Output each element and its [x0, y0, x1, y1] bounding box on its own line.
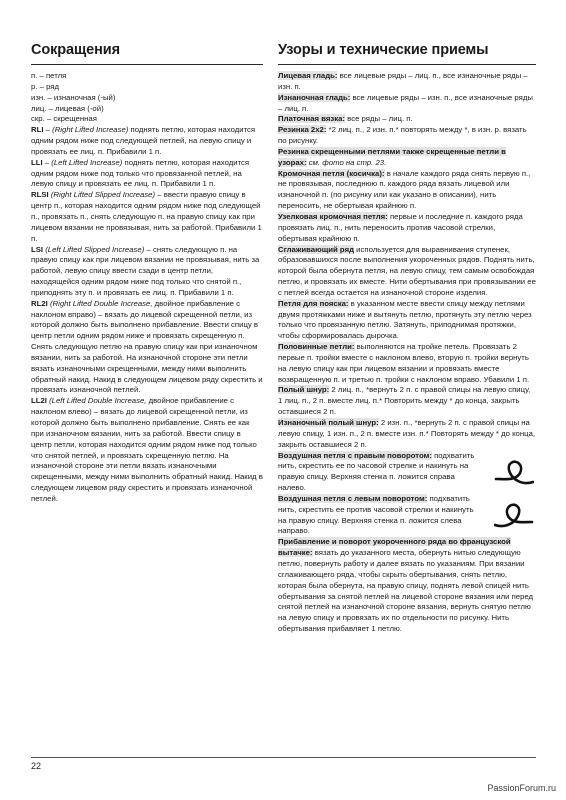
technique-term: Прибавление и поворот укороченного ряда во французской вытачке:: [278, 537, 511, 558]
techniques-heading: Узоры и технические приемы: [278, 42, 489, 58]
technique-item: [278, 494, 484, 537]
term-text: ввести правую спицу в центр п., которая находится одним рядом ниже под следующей п., провязать п., снять следующую п. на правую спицу как при лицевом вязании не провязывая, нить за работой. Прибавили 1 п.: [31, 190, 262, 243]
footer-divider: [31, 757, 536, 758]
technique-term: Половинные петли:: [278, 342, 355, 352]
technique-item-with-figure: [278, 494, 536, 537]
technique-term: Изнаночная гладь:: [278, 92, 351, 102]
technique-text: подхватить нить, скрестить ее против часовой стрелки и накинуть на правую спицу. Верхняя стенка п. ложится слева направо.: [278, 493, 474, 536]
technique-text: в указанном месте ввести спицу между петлями двумя протяжками ниже и вытянуть петлю, протянуть эту петлю через только что провязанную петлю. Затянуть, приподнимая протяжки, чтобы сформировалась дырочка.: [278, 298, 532, 341]
technique-item-with-figure: [278, 451, 536, 494]
technique-item: [278, 147, 536, 169]
technique-item: [278, 114, 536, 125]
heading-divider: [278, 64, 536, 65]
term-text: поднять петлю, которая находится одним рядом ниже под следующей петлей, на левую спицу и провязать ее лиц. п. Прибавили 1 п.: [31, 125, 256, 156]
site-watermark: PassionForum.ru: [487, 783, 556, 793]
term-english-name: (Right Lifted Increase): [52, 125, 129, 135]
term-label: LL2I: [31, 396, 47, 406]
technique-item: [278, 451, 484, 494]
term-text: двойное прибавление с наклоном вправо) – вязать до лицевой скрещенной петли, из которой должно быть выполнено прибавление. Ввести спицу в центр петли одним рядом ниже и провязать скрещенную п. Снять следующую петлю на правую спицу как при изнаночном вязании, нить за работой. На изнаночной стороне эти петли вязать изнаночными скрещенными, между ними выполнить обратный накид. Накид в следующем лицевом ряду скрестить и провязать изнаночной петлей.: [31, 298, 263, 395]
term-english-name: (Right Lifted Slipped Increase): [50, 190, 156, 200]
technique-item: [278, 93, 536, 115]
technique-term: Резинка скрещенными петлями также скрещенные петли в узорах:: [278, 146, 506, 167]
term-label: RLI: [31, 125, 44, 135]
technique-item: [278, 245, 536, 299]
abbreviations-body: [31, 71, 263, 505]
term-english-name: (Left Lifted Increase): [51, 157, 123, 167]
technique-term: Узелковая кромочная петля:: [278, 211, 388, 221]
technique-item: [278, 418, 536, 451]
page-number: 22: [31, 761, 42, 771]
term-text: двойное прибавление с наклоном влево) – вязать до лицевой скрещенной петли, из которой должно быть выполнено прибавление. Снять ее как при изнаночном вязании, нить за работой. Ввести спицу в центр петли, которая находится одним рядом ниже под только что снятой петлей, и провязать скрещенную петлю. На изнаночной стороне эти петли вязать изнаночными скрещенными, между ними выполнить обратный накид. Накид в следующем лицевом ряду скрестить и провязать изнаночной петлей.: [31, 396, 263, 503]
technique-text: *2 лиц. п., 2 изн. п.* повторять между *, в изн. р. вязать по рисунку.: [278, 125, 527, 146]
technique-text: 2 лиц. п., *вернуть 2 п. с правой спицы на левую спицу, 1 лиц. п., 2 п. вместе лиц. п.* Повторить между * до конца, закрыть оставшиеся 2 п.: [278, 385, 531, 417]
abbr-line: п. – петля: [31, 71, 67, 80]
term-english-name: (Left Lifted Double Increase,: [49, 396, 147, 406]
technique-term: Воздушная петля с левым поворотом:: [278, 493, 428, 503]
term-english-name: (Right Lifted Double Increase,: [49, 298, 153, 308]
technique-item: [278, 342, 536, 385]
technique-item: [278, 299, 536, 342]
abbr-line: лиц. – лицевая (-ой): [31, 103, 104, 113]
technique-text: все лицевые ряды – лиц. п., все изнаночные ряды – изн. п.: [278, 71, 528, 91]
loop-right-icon: [494, 457, 534, 487]
technique-text: все лицевые ряды – изн. п., все изнаночные ряды – лиц. п.: [278, 92, 533, 113]
technique-text: выполняются на тройке петель. Провязать 2 первые п. тройки вместе с наклоном влево, вторую п. тройки вернуть на левую спицу как при лицевом вязании и провязать вместе возвращенную п. и третью п. тройки с наклоном вправо. Убавили 1 п.: [278, 342, 530, 384]
technique-term: Воздушная петля с правым поворотом:: [278, 450, 432, 460]
technique-text: первые и последние п. каждого ряда провязать лиц. п., нить переносить против часовой стрелки, обертывая крайнюю п.: [278, 211, 523, 243]
technique-text: все ряды – лиц. п.: [347, 114, 413, 124]
techniques-column: [278, 42, 536, 635]
term-label: RL2I: [31, 298, 48, 308]
term-text: поднять петлю, которая находится одним рядом ниже под только что провязанной петлей, на левую спицу и провязать ее лиц. п. Прибавили 1 п.: [31, 157, 250, 189]
technique-text: используется для выравнивания ступенек, образовавшихся после выполнения укороченных рядов. Поднять нить, которой была обернута петля, на левую спицу, тем самым освобождая петлю, и провязать их вместе. Нити обертывания при провязывании ее с петлей всегда остается на изнаночной стороне изделия.: [278, 244, 536, 297]
technique-item: [278, 537, 536, 635]
technique-term: Резинка 2х2:: [278, 125, 327, 135]
technique-text: см. фото на стр. 23.: [308, 157, 387, 167]
term-label: LLI: [31, 157, 43, 167]
technique-term: Платочная вязка:: [278, 114, 346, 124]
abbreviations-column: [31, 42, 263, 505]
abbr-line: р. – ряд: [31, 81, 60, 91]
term-english-name: (Left Lifted Slipped Increase): [45, 244, 145, 254]
technique-text: в начале каждого ряда снять первую п., не провязывая, последнюю п. каждого ряда вязать лицевой или изнаночной п. (по рисунку или как указано в описании), нить переносить, не обертывая крайнюю п.: [278, 168, 531, 211]
abbr-line: скр. – скрещенная: [31, 114, 97, 124]
technique-term: Изнаночный полый шнур:: [278, 418, 379, 427]
term-ll2i: [31, 396, 263, 504]
heading-divider: [31, 64, 263, 65]
technique-term: Лицевая гладь:: [278, 71, 338, 80]
term-rl2i: [31, 299, 263, 397]
abbreviations-heading: Сокращения: [31, 42, 120, 58]
technique-term: Кромочная петля (косичка):: [278, 168, 385, 178]
technique-item: [278, 71, 536, 93]
abbr-line: изн. – изнаночная (-ый): [31, 92, 116, 102]
technique-item: [278, 125, 536, 147]
technique-text: подхватить нить, скрестить ее по часовой стрелке и накинуть на правую спицу. Верхняя стенка п. ложится справа налево.: [278, 450, 475, 493]
technique-text: вязать до указанного места, обернуть нитью следующую петлю, повернуть работу и далее вязать по указаниям. При вязании сглаживающего ряда, чтобы скрыть обертывания, снять петлю, которая была обернута, на правую спицу, поднять левой спицей нить обертывания за снятой петлей на лицевой стороне вязания или перед снятой петлей на изнаночной стороне вязания, вернуть снятую петлю на левую спицу и провязать их по отдельности по рисунку. Нить обертывания прибавляет 1 петлю.: [278, 548, 534, 634]
term-rlsi: RLSI (Right Lifted Slipped Increase) – ввести правую спицу в центр п., которая находится одним рядом ниже под следующей п., провязать п., снять следующую п. на правую спицу как при лицевом вязании не провязывая, нить за работой. Прибавили 1 п.: [31, 190, 262, 243]
technique-term: Петля для пояска:: [278, 298, 349, 308]
technique-term: Сглаживающий ряд: [278, 244, 355, 254]
term-label: LSI: [31, 244, 44, 254]
term-rli: RLI – (Right Lifted Increase) поднять петлю, которая находится одним рядом ниже под следующей петлей, на левую спицу и провязать ее лиц. п. Прибавили 1 п.: [31, 125, 256, 156]
term-text: снять следующую п. на правую спицу как при лицевом вязании не провязывая, нить за работой, левую спицу ввести сзади в центр петли, находящейся одним рядом ниже под только что снятой п., приподнять эту п. и провязать ее лиц. п. Прибавили 1 п.: [31, 244, 260, 297]
term-lli: LLI – (Left Lifted Increase) поднять петлю, которая находится одним рядом ниже под только что провязанной петлей, на левую спицу и провязать ее лиц. п. Прибавили 1 п.: [31, 157, 250, 189]
technique-item: [278, 385, 536, 418]
techniques-body: [278, 71, 536, 635]
technique-text: 2 изн. п., *вернуть 2 п. с правой спицы на левую спицу, 1 изн. п., 2 п. вместе изн. п.* Повторять между * до конца, закрыть оставшиеся 2 п.: [278, 418, 536, 449]
term-lsi: LSI (Left Lifted Slipped Increase) – снять следующую п. на правую спицу как при лицевом вязании не провязывая, нить за работой, левую спицу ввести сзади в центр петли, находящейся одним рядом ниже под только что снятой п., приподнять эту п. и провязать ее лиц. п. Прибавили 1 п.: [31, 244, 260, 297]
term-label: RLSI: [31, 190, 49, 200]
technique-term: Полый шнур:: [278, 385, 330, 395]
loop-left-icon: [494, 500, 534, 530]
technique-item: [278, 169, 536, 212]
technique-item: [278, 212, 536, 245]
